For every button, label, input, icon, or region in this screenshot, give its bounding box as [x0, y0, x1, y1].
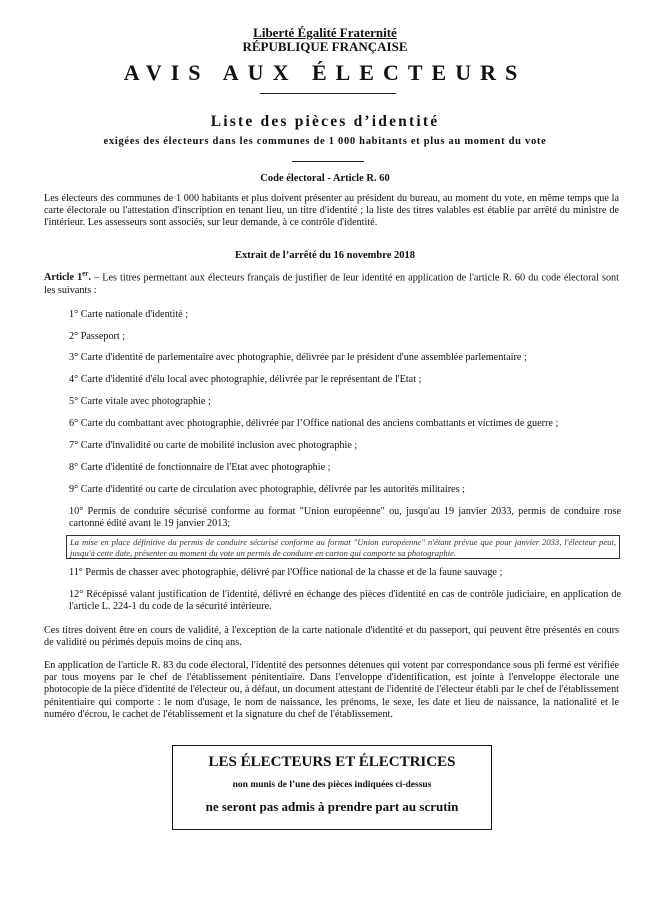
section-title: Liste des pièces d’identité: [210, 113, 440, 130]
notice-title: LES ÉLECTEURS ET ÉLECTRICES: [208, 754, 456, 770]
list-item: 2° Passeport ;: [69, 331, 126, 342]
notice-subtitle: non munis de l’une des pièces indiquées ci-dessus: [232, 780, 432, 790]
list-item: 8° Carte d'identité de fonctionnaire de l'Etat avec photographie ;: [69, 462, 331, 473]
list-item: 11° Permis de chasser avec photographie, délivré par l'Office national de la chasse et de la faune sauvage ;: [69, 567, 503, 578]
intro-paragraph: Les électeurs des communes de 1 000 habitants et plus doivent présenter au président du bureau, au moment du vote, en même temps que la carte électorale ou l'attestation d'inscription en tenant lieu, un titre d'identité ; la liste des titres valables est établie par arrêté du ministre de l'intérieur. Les assesseurs sont associés, sur leur demande, à ce contrôle d'identité.: [44, 193, 619, 229]
list-item: 10° Permis de conduire sécurisé conforme au format "Union européenne" ou, jusqu'au 19 janvier 2033, permis de conduire rose cartonné édité avant le 19 janvier 2013;: [69, 506, 621, 530]
validity-paragraph: Ces titres doivent être en cours de validité, à l'exception de la carte nationale d'identité et du passeport, qui peuvent être présentés en cours de validité ou périmés depuis moins de cinq ans.: [44, 625, 619, 649]
notice-box: [172, 745, 492, 830]
list-item: 5° Carte vitale avec photographie ;: [69, 396, 211, 407]
republic-name: RÉPUBLIQUE FRANÇAISE: [242, 39, 408, 54]
republic-motto: Liberté Égalité Fraternité: [253, 25, 397, 40]
detainees-paragraph: En application de l'article R. 83 du code électoral, l'identité des personnes détenues qui votent par correspondance sous pli fermé est vérifiée par tous moyens par le chef de l'établissement pénitentiaire. Dans l'enveloppe d'identification, est jointe à l'enveloppe électorale une photocopie de la pièce d'identité de l'électeur ou, à défaut, un document attestant de l'identité de l'électeur établi par le chef de l'établissement pénitentiaire qui comporte : le nom d'usage, le nom de naissance, les prénoms, le sexe, les date et lieu de naissance, la nationalité et le numéro d'écrou, le cachet de l'établissement et la signature du chef de l'établissement.: [44, 660, 619, 720]
title-divider: [260, 93, 396, 94]
list-item: 6° Carte du combattant avec photographie, délivrée par l’Office national des anciens combattants et victimes de guerre ;: [69, 418, 559, 429]
section-subtitle: exigées des électeurs dans les communes de 1 000 habitants et plus au moment du vote: [103, 136, 547, 147]
subtitle-divider: [292, 161, 364, 162]
code-heading: Code électoral - Article R. 60: [260, 173, 390, 184]
list-item: 3° Carte d'identité de parlementaire avec photographie, délivrée par le président d'une assemblée parlementaire ;: [69, 352, 527, 363]
list-item: 9° Carte d'identité ou carte de circulation avec photographie, délivrée par les autorités militaires ;: [69, 484, 465, 495]
list-item: 4° Carte d'identité d'élu local avec photographie, délivrée par le représentant de l'Etat ;: [69, 374, 422, 385]
permit-note: La mise en place définitive du permis de conduire sécurisé conforme au format "Union européenne" n'étant prévue que pour janvier 2033, l'électeur peut, jusqu'à cette date, présenter au moment du vote un permis de conduire en carton qui comporte sa photographie.: [66, 535, 620, 559]
list-item: 7° Carte d'invalidité ou carte de mobilité inclusion avec photographie ;: [69, 440, 358, 451]
notice-statement: ne seront pas admis à prendre part au scrutin: [205, 799, 459, 814]
list-item: 12° Récépissé valant justification de l'identité, délivré en échange des pièces d'identité en cas de contrôle judiciaire, en application de l'article L. 224-1 du code de la sécurité intérieure.: [69, 589, 621, 613]
article-paragraph: [44, 268, 619, 297]
extract-heading: Extrait de l’arrêté du 16 novembre 2018: [234, 250, 416, 261]
page-title: AVIS AUX ÉLECTEURS: [123, 60, 527, 85]
article-text: – Les titres permettant aux électeurs français de justifier de leur identité en application de l'article R. 60 du code électoral sont les suivants :: [44, 272, 619, 296]
article-label: Article 1er.: [44, 270, 91, 284]
list-item: 1° Carte nationale d'identité ;: [69, 309, 189, 320]
